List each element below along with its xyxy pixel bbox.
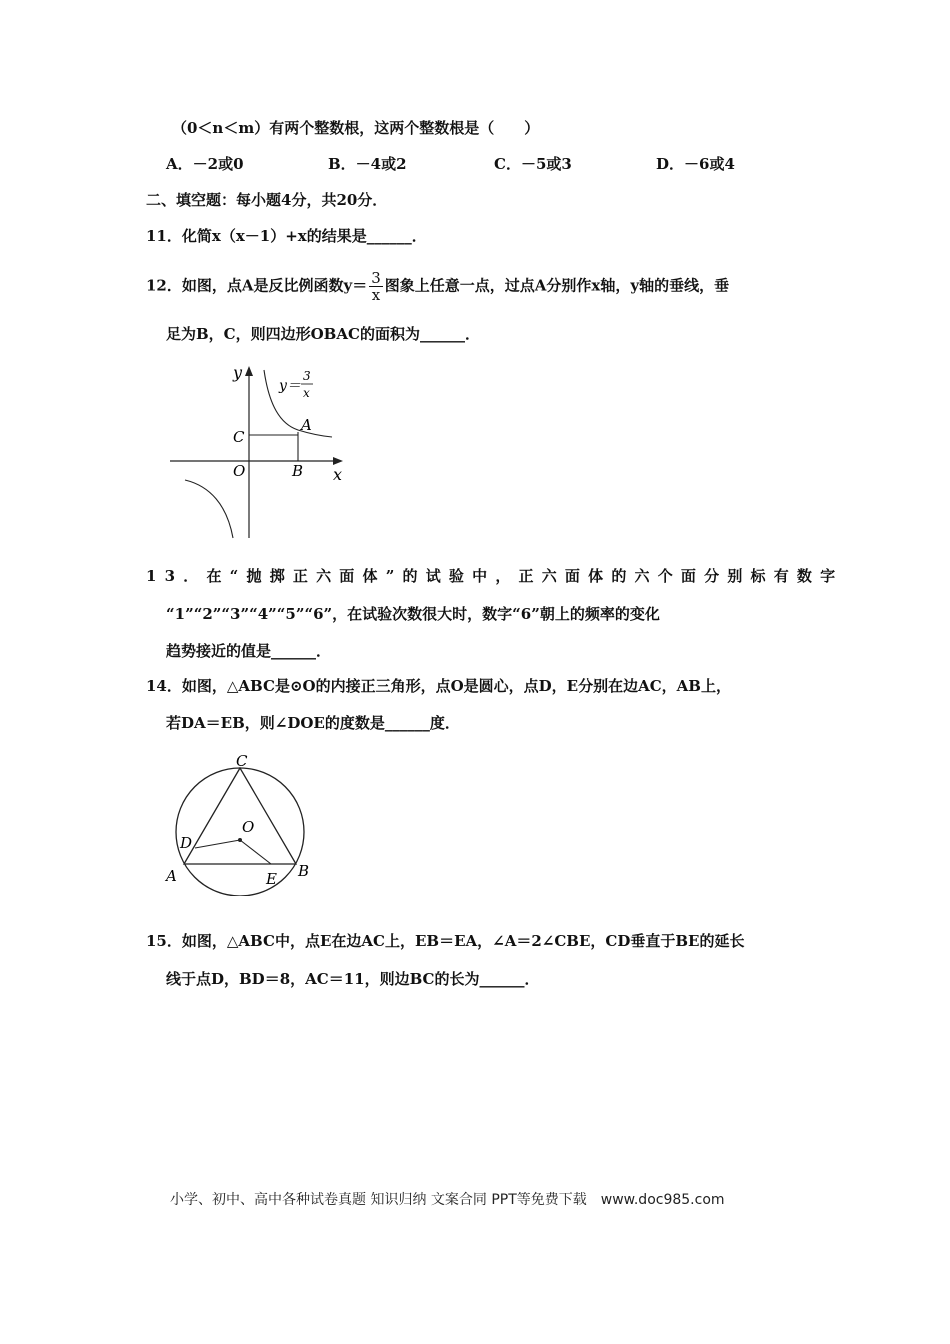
q10-option-d: D．－6或4	[656, 155, 735, 173]
triangle-abc	[184, 768, 296, 864]
q12-frac-den: x	[371, 286, 381, 304]
q12-frac-num: 3	[371, 269, 381, 287]
segment-oe	[240, 840, 271, 864]
q10-option-c: C．－5或3	[494, 155, 572, 173]
q10-option-a: A．－2或0	[166, 155, 244, 173]
label-y: y	[233, 363, 243, 382]
q14-figure	[160, 748, 320, 896]
question-15-line1: 15．如图，△ABC中，点E在边AC上，EB＝EA，∠A＝2∠CBE，CD垂直于BE的延长	[146, 932, 745, 950]
hyperbola-branch-q3	[185, 480, 233, 538]
q12-text-a: 12．如图，点A是反比例函数y＝	[146, 276, 368, 295]
label-o: O	[233, 462, 246, 480]
question-13-line3: 趋势接近的值是______．	[166, 642, 332, 660]
label-c: C	[233, 428, 245, 446]
question-12-line1	[146, 270, 729, 303]
y-axis-arrow	[245, 366, 253, 376]
label-o: O	[242, 818, 255, 836]
q12-figure	[165, 360, 355, 542]
question-13-line1	[146, 566, 844, 586]
q10-option-b: B．－4或2	[328, 155, 407, 173]
label-a: A	[301, 416, 312, 434]
circle-o	[176, 768, 304, 896]
question-14-line1: 14．如图，△ABC是⊙O的内接正三角形，点O是圆心，点D，E分别在边AC，AB上，	[146, 677, 731, 695]
curve-frac-num: 3	[303, 369, 311, 383]
question-15-line2: 线于点D，BD＝8，AC＝11，则边BC的长为______．	[166, 970, 540, 988]
label-x: x	[333, 465, 343, 484]
q12-text-b: 图象上任意一点，过点A分别作x轴，y轴的垂线，垂	[384, 276, 730, 295]
page-footer: 小学、初中、高中各种试卷真题 知识归纳 文案合同 PPT等免费下载 www.doc985.com	[170, 1192, 725, 1208]
question-14-line2: 若DA＝EB，则∠DOE的度数是______度．	[166, 714, 460, 732]
center-point	[238, 838, 242, 842]
q13-line1-text: 13．在“抛掷正六面体”的试验中，正六面体的六个面分别标有数字	[146, 567, 844, 585]
q10-continuation: （0＜n＜m）有两个整数根，这两个整数根是（ ）	[172, 119, 540, 137]
x-axis-arrow	[333, 457, 343, 465]
q12-fraction	[369, 270, 383, 303]
question-13-line2: “1”“2”“3”“4”“5”“6”，在试验次数很大时，数字“6”朝上的频率的变化	[166, 605, 660, 623]
question-11: 11．化简x（x－1）+x的结果是______．	[146, 227, 427, 245]
section-heading: 二、填空题：每小题4分，共20分．	[146, 191, 388, 209]
label-b: B	[298, 862, 310, 880]
label-a: A	[166, 867, 177, 885]
segment-do	[195, 840, 240, 848]
curve-frac-den: x	[303, 386, 310, 400]
question-12-line2: 足为B，C，则四边形OBAC的面积为______．	[166, 325, 480, 343]
label-c: C	[236, 752, 248, 770]
curve-label: y＝	[279, 378, 301, 394]
label-b: B	[292, 462, 304, 480]
label-e: E	[266, 870, 277, 888]
label-d: D	[180, 834, 193, 852]
